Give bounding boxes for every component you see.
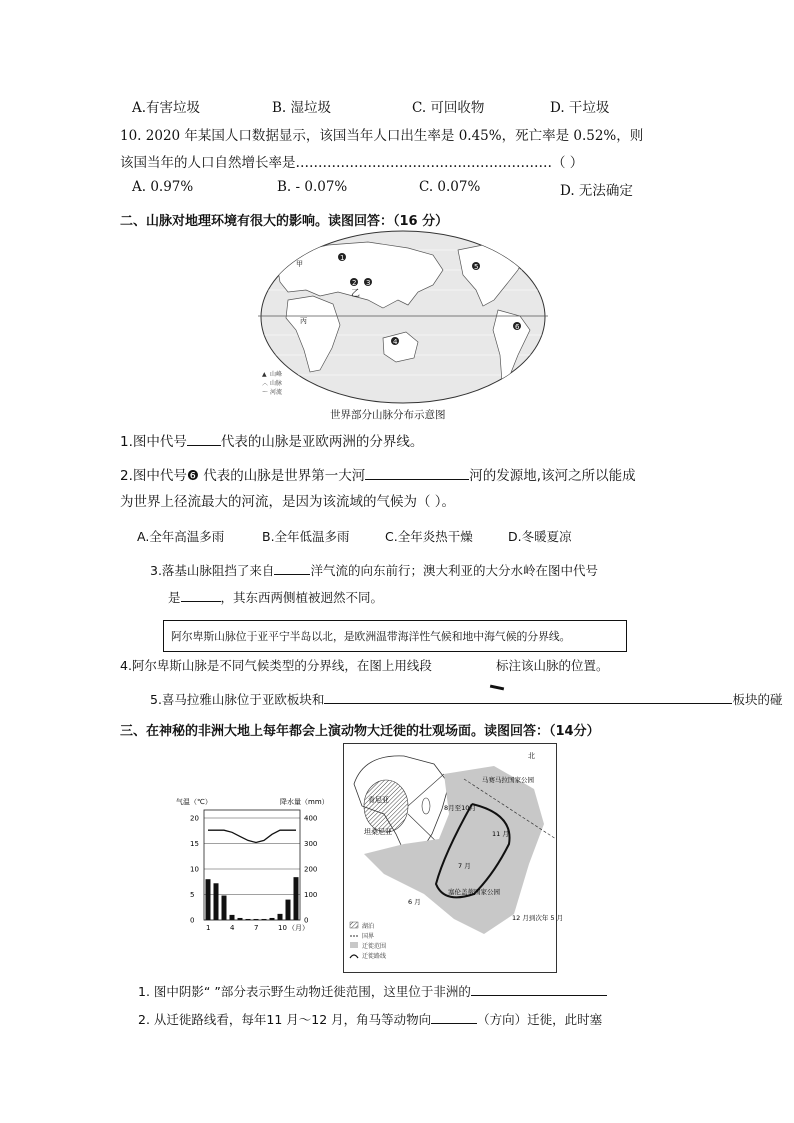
label-kenya: 肯尼亚 <box>368 796 389 804</box>
x-unit-label: （月） <box>288 924 309 932</box>
precip-bar-12 <box>294 877 299 920</box>
s3-q2-blank[interactable] <box>431 1010 477 1024</box>
precip-bar-4 <box>230 915 235 920</box>
precip-tick-label: 200 <box>304 865 318 874</box>
temperature-line <box>208 830 296 842</box>
s3-q2-suffix: （方向）迁徙，此时塞 <box>477 1012 603 1027</box>
mig-legend-route: 迁徙路线 <box>362 953 387 960</box>
precip-bar-1 <box>206 879 211 920</box>
precip-bar-5 <box>238 918 243 920</box>
marker-label-3: 3 <box>366 279 371 287</box>
precip-bar-7 <box>254 919 259 920</box>
s2-q3-line2-suffix: ，其东西两侧植被迥然不同。 <box>220 590 384 605</box>
s2-q3-blank2[interactable] <box>181 588 221 602</box>
label-aug-oct: 8月至10月 <box>444 804 476 812</box>
legend-peak: 山峰 <box>270 371 283 378</box>
precip-tick-label: 400 <box>304 814 318 823</box>
s3-q1-prefix: 1. 图中阴影“ ”部分表示野生动物迁徙范围，这里位于非洲的 <box>138 984 471 999</box>
precip-bar-6 <box>246 919 251 920</box>
section3-title: 三、在神秘的非洲大地上每年都会上演动物大迁徙的壮观场面。读图回答：（14分） <box>120 724 600 739</box>
map-caption: 世界部分山脉分布示意图 <box>330 409 446 421</box>
s3-q2-prefix: 2. 从迁徙路线看，每年11 月～12 月，角马等动物向 <box>138 1012 432 1027</box>
s2-q3-prefix: 3.落基山脉阻挡了来自 <box>150 563 275 578</box>
map-label-jia: 甲 <box>296 260 303 268</box>
legend-river: 河流 <box>270 389 283 396</box>
label-tanzania: 坦桑尼亚 <box>364 828 392 836</box>
precip-bar-3 <box>222 896 227 920</box>
s2-q5-suffix: 板块的碰 <box>732 692 783 707</box>
s2-q2-option-a: A.全年高温多雨 <box>137 529 225 544</box>
q10-option-b: B. - 0.07% <box>277 179 348 195</box>
precip-tick-label: 0 <box>304 916 309 925</box>
mig-legend-lake: 湖泊 <box>362 923 375 930</box>
migration-map-svg <box>344 744 564 972</box>
q9-option-d: D. 干垃圾 <box>550 100 610 116</box>
label-serengeti: 塞伦盖蒂国家公园 <box>448 888 500 896</box>
s2-q2-option-c: C.全年炎热干燥 <box>385 529 473 544</box>
s2-q2-prefix: 2.图中代号❻ 代表的山脉是世界第一大河 <box>120 468 366 484</box>
marker-label-2: 2 <box>352 279 357 287</box>
mig-legend-border: 国界 <box>362 933 375 940</box>
label-jun: 6 月 <box>408 898 421 906</box>
s2-q2-line2: 为世界上径流最大的河流，是因为该流域的气候为（ ）。 <box>120 494 456 510</box>
marker-label-5: 5 <box>474 263 479 271</box>
precip-bar-8 <box>262 919 267 920</box>
q9-option-a: A.有害垃圾 <box>132 100 201 116</box>
s2-q3-blank1[interactable] <box>274 561 310 575</box>
s2-q2-blank[interactable] <box>365 466 469 480</box>
s2-q4-suffix: 标注该山脉的位置。 <box>495 658 609 673</box>
precip-tick-label: 300 <box>304 840 318 848</box>
precip-tick-label: 100 <box>304 891 318 899</box>
temp-tick-label: 0 <box>190 916 195 925</box>
chart-ylabel-right: 降水量（mm） <box>280 798 329 806</box>
precip-bar-11 <box>286 900 291 920</box>
x-tick-label: 7 <box>254 924 259 932</box>
x-tick-label: 10 <box>278 924 287 932</box>
s2-q4-prefix: 4.阿尔卑斯山脉是不同气候类型的分界线，在图上用线段 <box>120 658 432 673</box>
x-tick-label: 4 <box>230 924 235 932</box>
s2-q5-blank[interactable] <box>324 690 732 704</box>
migration-map <box>343 743 564 973</box>
q10-option-d: D. 无法确定 <box>560 183 633 199</box>
s2-q3-line2-prefix: 是 <box>168 590 181 605</box>
marker-label-4: 4 <box>393 338 398 346</box>
s2-q1-suffix: 代表的山脉是亚欧两洲的分界线。 <box>220 434 424 450</box>
temp-tick-label: 15 <box>190 840 199 848</box>
s2-q2-option-d: D.冬暖夏凉 <box>508 529 572 544</box>
label-masai: 马赛马拉国家公园 <box>482 776 534 784</box>
precip-bar-9 <box>270 918 275 920</box>
s2-q2-suffix: 河的发源地,该河之所以能成 <box>469 468 636 484</box>
precip-bar-2 <box>214 883 219 920</box>
temp-tick-label: 20 <box>190 814 199 823</box>
q9-option-b: B. 湿垃圾 <box>272 100 332 116</box>
mig-legend-range: 迁徙范围 <box>362 943 387 950</box>
marker-label-6: 6 <box>515 323 520 331</box>
label-jul: 7 月 <box>458 862 471 870</box>
svg-text:▲: ▲ <box>262 371 267 378</box>
q10-line1: 10. 2020 年某国人口数据显示，该国当年人口出生率是 0.45%，死亡率是 0.52%，则 <box>120 128 644 144</box>
map-label-bing: 丙 <box>300 317 307 325</box>
q10-option-c: C. 0.07% <box>419 179 481 195</box>
north-arrow-label: 北 <box>528 752 535 760</box>
temp-tick-label: 5 <box>190 891 195 899</box>
alps-note-box <box>163 620 627 652</box>
s2-q1-blank[interactable] <box>187 432 221 446</box>
s3-q1-blank[interactable] <box>471 982 607 996</box>
climate-chart <box>172 790 342 940</box>
s2-q2-option-b: B.全年低温多雨 <box>262 529 350 544</box>
precip-bar-10 <box>278 914 283 920</box>
marker-label-1: 1 <box>340 254 345 262</box>
s2-q1-prefix: 1.图中代号 <box>120 434 187 450</box>
label-nov: 11 月 <box>492 830 509 838</box>
svg-text:～: ～ <box>262 389 269 396</box>
legend-range: 山脉 <box>270 380 283 387</box>
label-dec-may: 12 月到次年 5 月 <box>512 914 564 922</box>
q10-line2: 该国当年的人口自然增长率是…………………………………………………（ ） <box>120 155 584 171</box>
q10-option-a: A. 0.97% <box>132 179 194 195</box>
map-label-yi: 乙 <box>351 289 361 299</box>
svg-text:︿: ︿ <box>262 380 269 387</box>
world-mountain-map <box>258 230 548 405</box>
section2-title: 二、山脉对地理环境有很大的影响。读图回答：（16 分） <box>120 214 449 229</box>
chart-ylabel-left: 气温（℃） <box>176 798 212 806</box>
climate-chart-svg <box>172 790 342 940</box>
alps-note-text: 阿尔卑斯山脉位于亚平宁半岛以北，是欧洲温带海洋性气候和地中海气候的分界线。 <box>171 630 571 643</box>
x-tick-label: 1 <box>206 924 211 932</box>
s2-q5-prefix: 5.喜马拉雅山脉位于亚欧板块和 <box>150 692 325 707</box>
world-map-svg <box>258 230 548 405</box>
q9-option-c: C. 可回收物 <box>412 100 485 116</box>
s2-q3-mid: 洋气流的向东前行；澳大利亚的大分水岭在图中代号 <box>310 563 598 578</box>
temp-tick-label: 10 <box>190 865 199 874</box>
